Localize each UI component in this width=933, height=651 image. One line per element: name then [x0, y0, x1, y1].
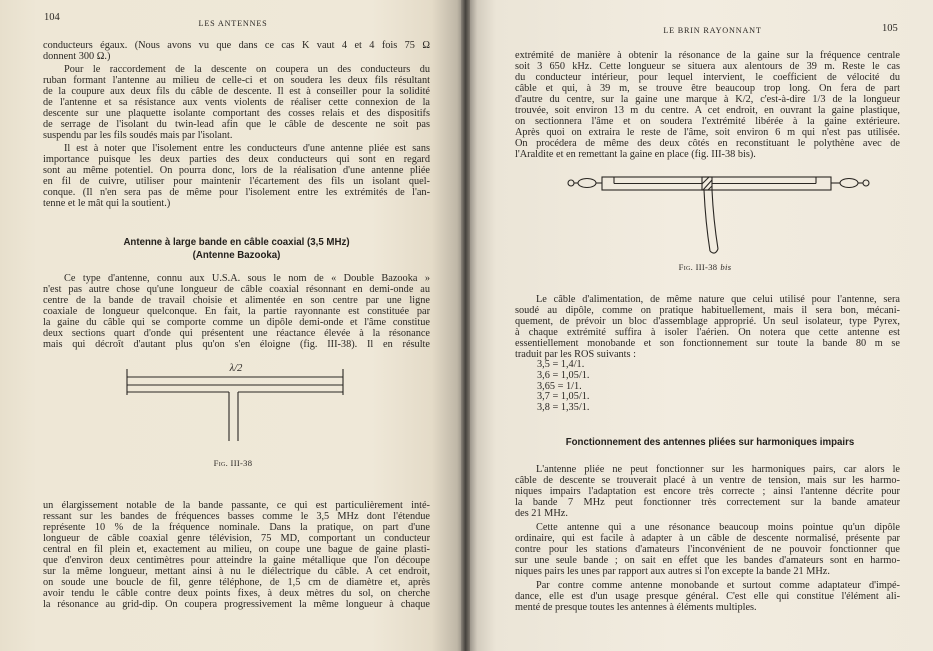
paragraph	[515, 580, 900, 613]
text-line: en fil de cuivre, utiliser pour maintenir l'écartement des fils un isolant quel-	[43, 176, 430, 187]
list-item: 3,5 = 1,4/1.	[537, 359, 585, 370]
text-line: On procédera de même des deux côtés en reconstituant le polythène avec de	[515, 138, 900, 149]
section-heading-title: Antenne à large bande en câble coaxial (3,5 MHz)	[123, 237, 350, 248]
text-line: descente sur une plaquette isolante comportant des cosses relais et des dispositifs	[43, 108, 430, 119]
text-line: central en fil plein et, exactement au milieu, on coupe une bague de gaine plasti-	[43, 544, 430, 555]
text-line: Ce type d'antenne, connu aux U.S.A. sous le nom de « Double Bazooka »	[64, 273, 430, 284]
text-line: L'antenne pliée ne peut fonctionner sur les harmoniques pairs, car alors le	[536, 464, 900, 475]
text-line: soit 3 650 kHz. Cette longueur se situera aux alentours de 39 m. Reste le cas	[515, 61, 900, 72]
text-line: niques pairs les unes par rapport aux autres si l'on excepte la bande 21 MHz.	[515, 566, 830, 577]
text-line: sur la même longueur, mettant ainsi à nu le diélectrique du câble. A cet endroit,	[43, 566, 430, 577]
text-line: câble de descente se trouverait placé à un ventre de tension, mais sur les harmo-	[515, 475, 900, 486]
text-line: extrémité de manière à obtenir la résonance de la gaine sur la fréquence centrale	[515, 50, 900, 61]
text-line: conque. (Il n'en sera pas de même pour l'isolement entre les extrémités de l'an-	[43, 187, 430, 198]
feed-line-right	[712, 190, 718, 249]
paragraph	[43, 40, 430, 62]
text-line: ordinaire, qui est facile à adapter à un câble de descente normalisé, présente par	[515, 533, 900, 544]
text-line: n'est pas autre chose qu'une longueur de câble coaxial résonnant en demi-onde au	[43, 284, 430, 295]
text-line: câble et qui, à 39 m, se trouve être beaucoup trop long. On fera de part	[515, 83, 900, 94]
text-line: la bande 7 MHz peut fonctionner très correctement sur la bande amateur	[515, 497, 900, 508]
text-line: des 21 MHz.	[515, 508, 568, 519]
text-line: contre pour les stations d'amateurs l'inconvénient de ne pouvoir fonctionner que	[515, 544, 900, 555]
text-line: Après quoi on extraira le reste de l'âme, soit environ 6 m qui n'est pas utilisée.	[515, 127, 900, 138]
feed-line-left	[704, 190, 710, 251]
figure-iii-38	[100, 355, 370, 450]
text-line: l'Araldite et en remettant la gaine en place (fig. III-38 bis).	[515, 149, 756, 160]
junction-hatch	[708, 186, 712, 190]
list-item: 3,7 = 1,05/1.	[537, 391, 590, 403]
text-line: menté de presque toutes les antennes à éléments multiples.	[515, 602, 757, 613]
paragraph	[43, 273, 430, 350]
text-line: on sectionnera l'âme et on soudera l'extrémité libérée à la gaine extérieure.	[515, 116, 900, 127]
text-line: Cette antenne qui a une résonance beaucoup moins pointue qu'un dipôle	[536, 522, 900, 533]
insulator-right	[840, 179, 858, 188]
figure-caption	[630, 262, 780, 272]
text-line: Pour le raccordement de la descente on coupera un des conducteurs du	[64, 64, 430, 75]
text-line: Il est à noter que l'isolement entre les conducteurs d'une antenne pliée est sans	[64, 143, 430, 154]
text-line: essentiellement monobande et son fonctionnement sur toute la bande 80 m se	[515, 338, 900, 349]
figure-caption-suffix: bis	[720, 262, 732, 272]
running-head: LES ANTENNES	[198, 19, 268, 28]
text-line: à chaque extrémité suffira à isoler l'aérien. On notera que cette antenne est	[515, 327, 900, 338]
running-head: LE BRIN RAYONNANT	[663, 26, 762, 35]
paragraph	[515, 522, 900, 577]
text-line: sont au même potentiel. On pourra donc, lors de la réalisation d'une antenne pliée	[43, 165, 430, 176]
ros-list	[537, 360, 687, 414]
text-line: de serrage de l'isolant du twin-lead afin que le câble de descente ne soit pas	[43, 119, 430, 130]
paragraph	[515, 294, 900, 360]
list-item: 3,6 = 1,05/1.	[537, 369, 590, 381]
text-line: la gaine du câble qui se comporte comme un dipôle demi-onde et l'âme constitue	[43, 317, 430, 328]
text-line: Le câble d'alimentation, de même nature que celui utilisé pour l'antenne, sera	[536, 294, 900, 305]
list-item: 3,8 = 1,35/1.	[537, 402, 590, 414]
paragraph	[515, 50, 900, 160]
list-item: 3,65 = 1/1.	[537, 380, 582, 392]
text-line: la résonance au grid-dip. On coupera progressivement la même longueur à chaque	[43, 599, 430, 610]
text-line: coaxiale de longueur quelconque. En fait, la partie rayonnante est constituée par	[43, 306, 430, 317]
feed-line-end	[710, 249, 718, 253]
page-number: 104	[44, 12, 60, 23]
text-line: traduit par les ROS suivants :	[515, 349, 636, 360]
text-line: importance puisque les deux parties des deux conducteurs qui sont en regard	[43, 154, 430, 165]
text-line: donnent 300 Ω.)	[43, 51, 111, 62]
paragraph	[43, 143, 430, 209]
text-line: deux sections quart d'onde qui présentent une réactance élevée à la résonance	[43, 328, 430, 339]
paragraph	[515, 464, 900, 519]
figure-caption: Fig. III-38	[213, 458, 253, 468]
paragraph	[43, 64, 430, 141]
text-line: tenne et le mât qui la soutient.)	[43, 198, 171, 209]
text-line: que d'environ deux centimètres pour atteindre la gaine métallique que l'on découpe	[43, 555, 430, 566]
section-heading-subtitle: (Antenne Bazooka)	[192, 250, 281, 261]
junction-hatch	[702, 177, 709, 184]
text-line: un élargissement notable de la bande passante, ce qui est particulièrement inté-	[43, 500, 430, 511]
text-line: ruban formant l'antenne au milieu de celle-ci et on soudera les deux fils résultant	[43, 75, 430, 86]
text-line: mais qui décroît d'autant plus qu'on s'en éloigne (fig. III-38). Il en résulte	[43, 339, 430, 350]
text-line: du conducteur intérieur, pour lequel intervient, le coefficient de vélocité du	[515, 72, 900, 83]
text-line: trouvée, soit environ 13 m du centre. A cet endroit, en ouvrant la gaine plastique,	[515, 105, 900, 116]
section-heading	[43, 236, 430, 262]
text-line: de la coupure aux deux fils du câble de descente. Il est à conseiller pour la solidité	[43, 86, 430, 97]
text-line: centre de la bande de travail choisie et alimentée en son centre par une ligne	[43, 295, 430, 306]
text-line: niques impairs l'adaptation est encore très correcte ; ainsi l'antenne décrite pour	[515, 486, 900, 497]
text-line: Par contre comme antenne monobande et surtout comme adaptateur d'impé-	[536, 580, 900, 591]
text-line: d'autre du centre, sur la gaine une marque à K/2, c'est-à-dire 1/3 de la longueur	[515, 94, 900, 105]
paragraph	[43, 500, 430, 610]
text-line: suspendu par les fils soudés mais par l'isolant.	[43, 130, 233, 141]
dimension-label: λ/2	[229, 363, 243, 374]
insulator-left	[578, 179, 596, 188]
figure-iii-38-bis	[560, 168, 875, 260]
text-line: représente 10 % de la fréquence nominale. Dans la pratique, on part d'une	[43, 522, 430, 533]
text-line: sur une seule bande ; on sait en effet que les bandes d'amateurs sont en harmo-	[515, 555, 900, 566]
text-line: conducteurs égaux. (Nous avons vu que dans ce cas K vaut 4 et 4 fois 75 Ω	[43, 40, 430, 51]
text-line: soudé au dipôle, comme on pratique habituellement, mais il sera bon, mécani-	[515, 305, 900, 316]
text-line: de l'antenne et sa résistance aux vents violents de réaliser cette connexion de la	[43, 97, 430, 108]
page-number: 105	[882, 23, 898, 34]
wire-loop-right	[863, 180, 869, 186]
text-line: dance, elle est d'un usage presque général. C'est elle qui constitue l'élément ali-	[515, 591, 900, 602]
text-line: longueur de câble coaxial genre télévision, 75 MD, comportant un conducteur	[43, 533, 430, 544]
book-gutter	[461, 0, 470, 651]
section-heading: Fonctionnement des antennes pliées sur harmoniques impairs	[565, 437, 855, 448]
figure-caption-label: Fig. III-38	[678, 262, 718, 272]
wire-loop-left	[568, 180, 574, 186]
text-line: ressant sur les bandes de fréquences basses comme le 3,5 MHz dont l'étendue	[43, 511, 430, 522]
text-line: quement, de prévoir un bloc d'assemblage approprié. Un seul isolateur, type Pyrex,	[515, 316, 900, 327]
text-line: on soude une boucle de fil, genre téléphone, de 1,5 cm de diamètre et, après	[43, 577, 430, 588]
text-line: avoir tendu le câble contre deux points fixes, à deux mètres du sol, on cherche	[43, 588, 430, 599]
